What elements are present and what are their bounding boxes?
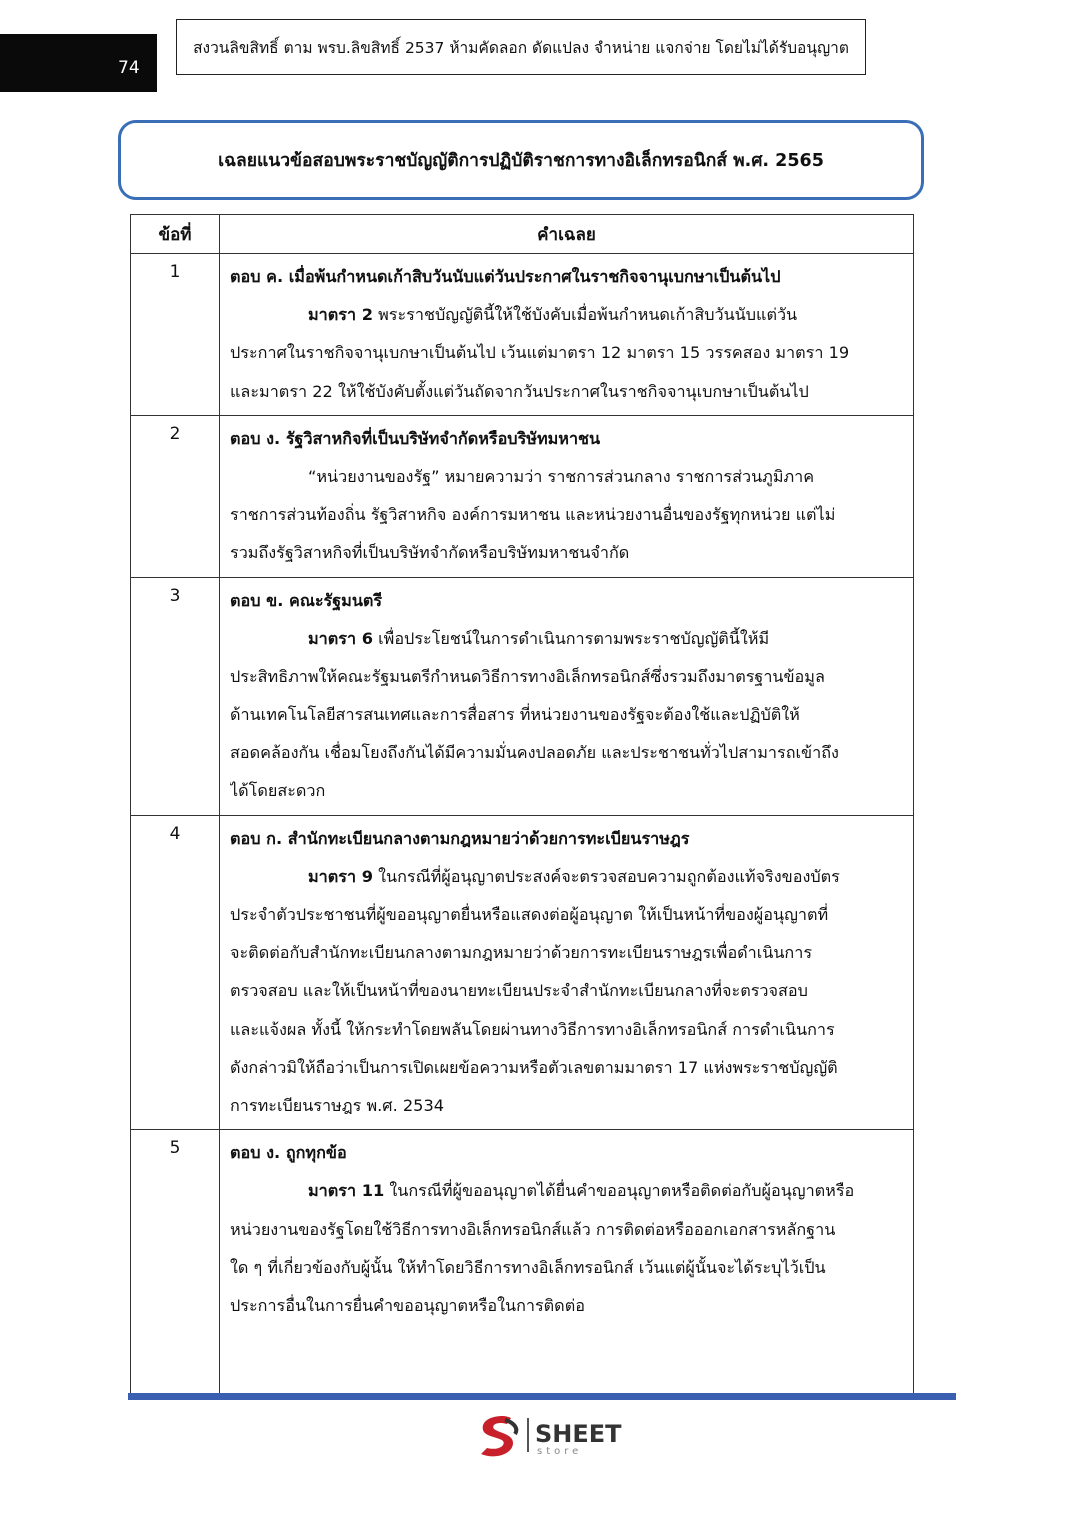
table-row (131, 415, 914, 577)
explanation-line: หน่วยงานของรัฐโดยใช้วิธีการทางอิเล็กทรอนิกส์แล้ว การติดต่อหรือออกเอกสารหลักฐาน (230, 1219, 836, 1239)
copyright-notice (176, 19, 866, 75)
explanation-line: มาตรา 6 เพื่อประโยชน์ในการดำเนินการตามพระราชบัญญัตินี้ให้มี (308, 628, 770, 648)
page-number: 74 (118, 58, 140, 78)
explanation-line: ราชการส่วนท้องถิ่น รัฐวิสาหกิจ องค์การมหาชน และหน่วยงานอื่นของรัฐทุกหน่วย แต่ไม่ (230, 505, 836, 525)
explanation-line: ได้โดยสะดวก (230, 781, 326, 801)
explanation-line: มาตรา 11 ในกรณีที่ผู้ขออนุญาตได้ยื่นคำขออนุญาตหรือติดต่อกับผู้อนุญาตหรือ (308, 1181, 855, 1201)
explanation-line: ใด ๆ ที่เกี่ยวข้องกับผู้นั้น ให้ทำโดยวิธีการทางอิเล็กทรอนิกส์ เว้นแต่ผู้นั้นจะได้ระบุไว้เป็น (230, 1257, 826, 1277)
footer-rule (128, 1393, 956, 1400)
explanation-line: และแจ้งผล ทั้งนี้ ให้กระทำโดยพลันโดยผ่านทางวิธีการทางอิเล็กทรอนิกส์ การดำเนินการ (230, 1019, 835, 1039)
answer-choice: ตอบ ง. รัฐวิสาหกิจที่เป็นบริษัทจำกัดหรือบริษัทมหาชน (230, 428, 601, 448)
table-row (131, 815, 914, 1130)
explanation-line: ประจำตัวประชาชนที่ผู้ขออนุญาตยื่นหรือแสดงต่อผู้อนุญาต ให้เป็นหน้าที่ของผู้อนุญาตที่ (230, 905, 829, 924)
table-row (131, 254, 914, 416)
answer-table (130, 214, 914, 1395)
row-number: 5 (131, 1130, 220, 1395)
answer-cell (220, 577, 914, 815)
answer-choice: ตอบ ง. ถูกทุกข้อ (230, 1143, 347, 1163)
row-number: 3 (131, 577, 220, 815)
answer-cell (220, 815, 914, 1130)
row-number: 2 (131, 415, 220, 577)
page-title: เฉลยแนวข้อสอบพระราชบัญญัติการปฏิบัติราชการทางอิเล็กทรอนิกส์ พ.ศ. 2565 (218, 151, 824, 171)
explanation-line: สอดคล้องกัน เชื่อมโยงถึงกันได้มีความมั่นคงปลอดภัย และประชาชนทั่วไปสามารถเข้าถึง (230, 743, 839, 763)
row-number: 4 (131, 815, 220, 1130)
logo-divider (527, 1418, 529, 1452)
explanation-line: การทะเบียนราษฎร พ.ศ. 2534 (230, 1095, 445, 1115)
table-row (131, 577, 914, 815)
explanation-line: ด้านเทคโนโลยีสารสนเทศและการสื่อสาร ที่หน่วยงานของรัฐจะต้องใช้และปฏิบัติให้ (230, 705, 800, 725)
article-ref: มาตรา 9 (308, 866, 373, 886)
copyright-text: สงวนลิขสิทธิ์ ตาม พรบ.ลิขสิทธิ์ 2537 ห้ามคัดลอก ดัดแปลง จำหน่าย แจกจ่าย โดยไม่ได้รับอนุญาต (193, 38, 849, 57)
explanation-line: และมาตรา 22 ให้ใช้บังคับตั้งแต่วันถัดจากวันประกาศในราชกิจจานุเบกษาเป็นต้นไป (230, 381, 809, 401)
explanation-line: ประกาศในราชกิจจานุเบกษาเป็นต้นไป เว้นแต่มาตรา 12 มาตรา 15 วรรคสอง มาตรา 19 (230, 343, 850, 363)
row-number: 1 (131, 254, 220, 416)
answer-choice: ตอบ ค. เมื่อพ้นกำหนดเก้าสิบวันนับแต่วันประกาศในราชกิจจานุเบกษาเป็นต้นไป (230, 267, 781, 286)
logo-text-sub: store (537, 1446, 583, 1457)
answer-choice: ตอบ ก. สำนักทะเบียนกลางตามกฎหมายว่าด้วยการทะเบียนราษฎร (230, 828, 690, 848)
header-answer: คำเฉลย (220, 215, 914, 254)
article-ref: มาตรา 2 (308, 305, 373, 325)
header-no: ข้อที่ (131, 215, 220, 254)
answer-cell (220, 1130, 914, 1395)
explanation-line: ดังกล่าวมิให้ถือว่าเป็นการเปิดเผยข้อความหรือตัวเลขตามมาตรา 17 แห่งพระราชบัญญัติ (230, 1057, 838, 1077)
explanation-line: ตรวจสอบ และให้เป็นหน้าที่ของนายทะเบียนประจำสำนักทะเบียนกลางที่จะตรวจสอบ (230, 981, 808, 1001)
answer-cell (220, 415, 914, 577)
logo-text-main: SHEET (535, 1420, 622, 1448)
explanation-line: ประสิทธิภาพให้คณะรัฐมนตรีกำหนดวิธีการทางอิเล็กทรอนิกส์ซึ่งรวมถึงมาตรฐานข้อมูล (230, 666, 825, 686)
table-row (131, 1130, 914, 1395)
title-box (118, 120, 924, 200)
explanation-line: จะติดต่อกับสำนักทะเบียนกลางตามกฎหมายว่าด้วยการทะเบียนราษฎรเพื่อดำเนินการ (230, 943, 813, 963)
answer-choice: ตอบ ข. คณะรัฐมนตรี (230, 590, 383, 610)
explanation-line: ประการอื่นในการยื่นคำขออนุญาตหรือในการติดต่อ (230, 1295, 585, 1315)
table-header-row (131, 215, 914, 254)
logo-swoosh-icon (505, 1420, 516, 1434)
explanation-line: “หน่วยงานของรัฐ” หมายความว่า ราชการส่วนกลาง ราชการส่วนภูมิภาค (308, 466, 815, 486)
article-ref: มาตรา 6 (308, 628, 373, 648)
article-ref: มาตรา 11 (308, 1181, 385, 1201)
explanation-line: มาตรา 9 ในกรณีที่ผู้อนุญาตประสงค์จะตรวจสอบความถูกต้องแท้จริงของบัตร (308, 866, 840, 886)
explanation-line: รวมถึงรัฐวิสาหกิจที่เป็นบริษัทจำกัดหรือบริษัทมหาชนจำกัด (230, 543, 630, 563)
answer-cell (220, 254, 914, 416)
sheet-store-logo (475, 1410, 635, 1460)
explanation-line: มาตรา 2 พระราชบัญญัตินี้ให้ใช้บังคับเมื่อพ้นกำหนดเก้าสิบวันนับแต่วัน (308, 305, 798, 325)
